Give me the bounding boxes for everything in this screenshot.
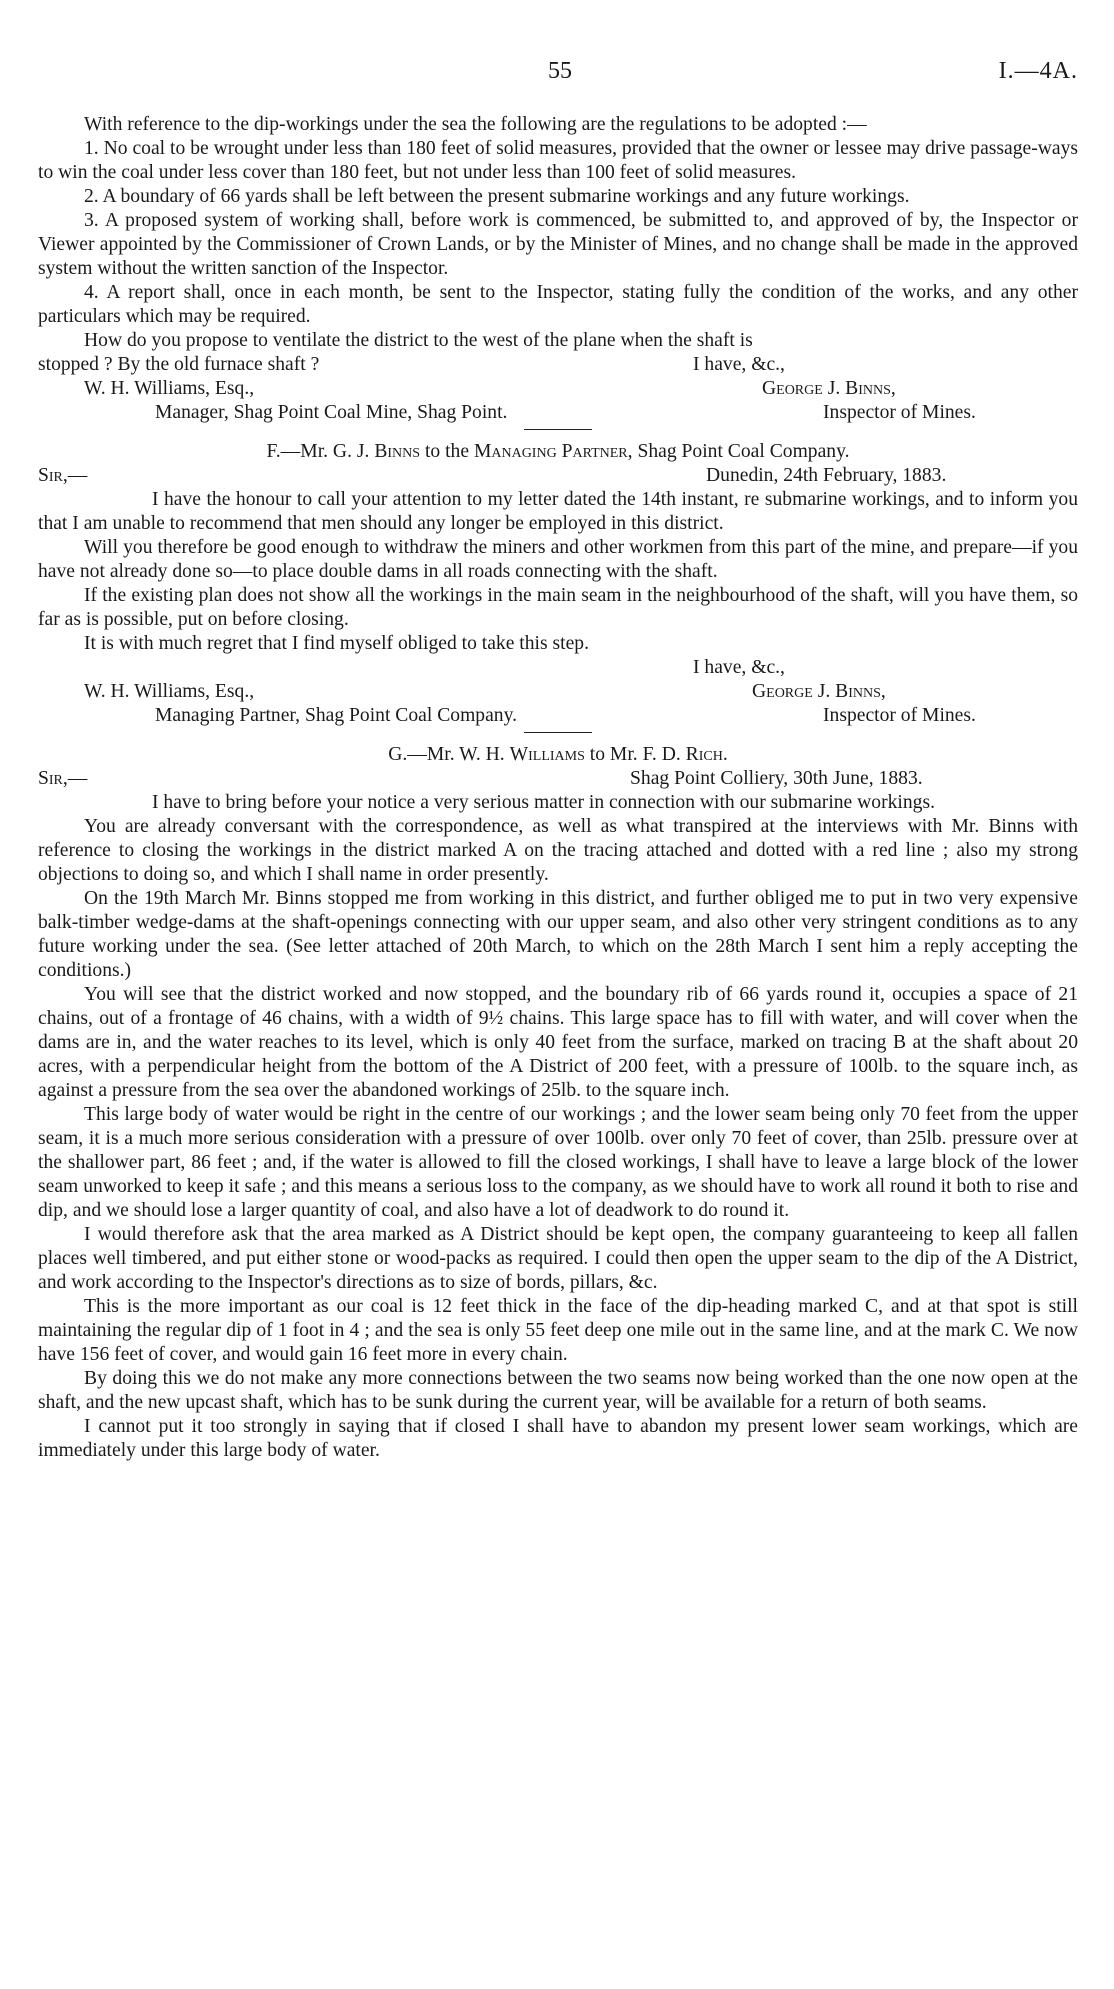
letter-paragraph: This is the more important as our coal is 12 feet thick in the face of the dip-heading marked C, and at that spot is still maintaining the regular dip of 1 foot in 4 ; and the sea is only 55 feet deep one mile out in the same line, and at the mark C. We now have 156 feet of cover, and would gain 16 feet more in every chain. [38, 1296, 1078, 1365]
letter-paragraph: If the existing plan does not show all the workings in the main seam in the neighbourhood of the shaft, will you have them, so far as is possible, put on before closing. [38, 585, 1078, 630]
letter-paragraph: I would therefore ask that the area marked as A District should be kept open, the company guaranteeing to keep all fallen places well timbered, and put either stone or wood-packs as required. I could then open the upper seam to the dip of the A District, and work according to the Inspector's directions as to size of bords, pillars, &c. [38, 1224, 1078, 1293]
section-divider [524, 429, 592, 430]
signature-title-row [38, 401, 1078, 425]
addressee-title: Managing Partner, Shag Point Coal Company. [155, 705, 518, 726]
page-header [0, 58, 1114, 88]
letter-paragraph: By doing this we do not make any more connections between the two seams now being worked than the one now open at the shaft, and the new upcast shaft, which has to be sunk during the current year, will be available for a return of both seams. [38, 1368, 1078, 1413]
letter-heading-f: F.—Mr. G. J. Binns to the Managing Partner, Shag Point Coal Company. [266, 441, 850, 462]
ventilation-question: How do you propose to ventilate the district to the west of the plane when the shaft is [84, 330, 753, 351]
addressee-title: Manager, Shag Point Coal Mine, Shag Point. [155, 402, 508, 423]
regulation-3: 3. A proposed system of working shall, before work is commenced, be submitted to, and approved of by, the Inspector or Viewer appointed by the Commissioner of Crown Lands, or by the Minister of Mines, and no change shall be made in the approved system without the written sanction of the Inspector. [38, 210, 1078, 279]
letter-paragraph: I have the honour to call your attention to my letter dated the 14th instant, re submarine workings, and to inform you that I am unable to recommend that men should any longer be employed in this district. [38, 489, 1078, 534]
addressee-name: W. H. Williams, Esq., [84, 681, 255, 702]
signature-row-f [38, 680, 1078, 704]
letter-paragraph: You will see that the district worked and now stopped, and the boundary rib of 66 yards round it, occupies a space of 21 chains, out of a frontage of 46 chains, with a width of 9½ chains. This large space has to fill with water, and will cover when the dams are in, and the water reaches to its level, which is only 40 feet from the surface, marked on tracing B at the shaft about 20 acres, with a perpendicular height from the bottom of the A District of 200 feet, with a pressure of 100lb. to the square inch, as against a pressure from the sea over the abandoned workings of 25lb. to the square inch. [38, 984, 1078, 1101]
document-reference: I.—4A. [998, 58, 1078, 84]
signer-title: Inspector of Mines. [823, 402, 976, 423]
signer-name: George J. Binns, [762, 378, 896, 399]
signature-row [38, 377, 1078, 401]
letter-paragraph: This large body of water would be right in the centre of our workings ; and the lower seam being only 70 feet from the upper seam, it is a much more serious consideration with a pressure of over 100lb. over only 70 feet of cover, than 25lb. pressure over at the shallower part, 86 feet ; and, if the water is allowed to fill the closed workings, I shall have to leave a large block of the lower seam unworked to keep it safe ; and this means a serious loss to the company, as we should have to work all round it both to rise and dip, and we should lose a larger quantity of coal, and also have a lot of deadwork to do round it. [38, 1104, 1078, 1221]
regulation-4: 4. A report shall, once in each month, be sent to the Inspector, stating fully the condition of the works, and any other particulars which may be required. [38, 282, 1078, 327]
signer-name: George J. Binns, [752, 681, 886, 702]
signer-title: Inspector of Mines. [823, 705, 976, 726]
signature-title-row-f [38, 704, 1078, 728]
dateline: Dunedin, 24th February, 1883. [706, 465, 947, 486]
closing-phrase: I have, &c., [693, 354, 785, 375]
letter-paragraph: On the 19th March Mr. Binns stopped me from working in this district, and further obliged me to put in two very expensive balk-timber wedge-dams at the shaft-openings connecting with our upper seam, and also other very stringent conditions as to any future working under the sea. (See letter attached of 20th March, to which on the 28th March I sent him a reply accepting the conditions.) [38, 888, 1078, 981]
letter-paragraph: You are already conversant with the correspondence, as well as what transpired at the interviews with Mr. Binns with reference to closing the workings in the district marked A on the tracing attached and dotted with a red line ; also my strong objections to doing so, and which I shall name in order presently. [38, 816, 1078, 885]
question-end: stopped ? By the old furnace shaft ? [38, 354, 320, 375]
closing-row-f [38, 656, 1078, 680]
salutation-row-f [38, 464, 1078, 488]
letter-paragraph: It is with much regret that I find myself obliged to take this step. [84, 633, 589, 654]
letter-heading-g: G.—Mr. W. H. Williams to Mr. F. D. Rich. [388, 744, 728, 765]
letter-paragraph: Will you therefore be good enough to withdraw the miners and other workmen from this part of the mine, and prepare—if you have not already done so—to place double dams in all roads connecting with the shaft. [38, 537, 1078, 582]
dateline: Shag Point Colliery, 30th June, 1883. [630, 768, 923, 789]
salutation: Sir,— [38, 768, 88, 789]
letter-paragraph: I have to bring before your notice a very serious matter in connection with our submarine workings. [152, 792, 935, 813]
question-closing-row [38, 353, 1078, 377]
page-body [38, 113, 1078, 1463]
salutation: Sir,— [38, 465, 88, 486]
closing-phrase: I have, &c., [693, 657, 785, 678]
regulation-1: 1. No coal to be wrought under less than 180 feet of solid measures, provided that the owner or lessee may drive passage-ways to win the coal under less cover than 180 feet, but not under less than 100 feet of solid measures. [38, 138, 1078, 183]
section-divider [524, 732, 592, 733]
addressee-name: W. H. Williams, Esq., [84, 378, 255, 399]
page-number: 55 [548, 58, 572, 84]
salutation-row-g [38, 767, 1078, 791]
letter-paragraph: I cannot put it too strongly in saying that if closed I shall have to abandon my present lower seam workings, which are immediately under this large body of water. [38, 1416, 1078, 1461]
regulations-intro: With reference to the dip-workings under the sea the following are the regulations to be adopted :— [84, 114, 867, 135]
regulation-2: 2. A boundary of 66 yards shall be left between the present submarine workings and any future workings. [84, 186, 910, 207]
